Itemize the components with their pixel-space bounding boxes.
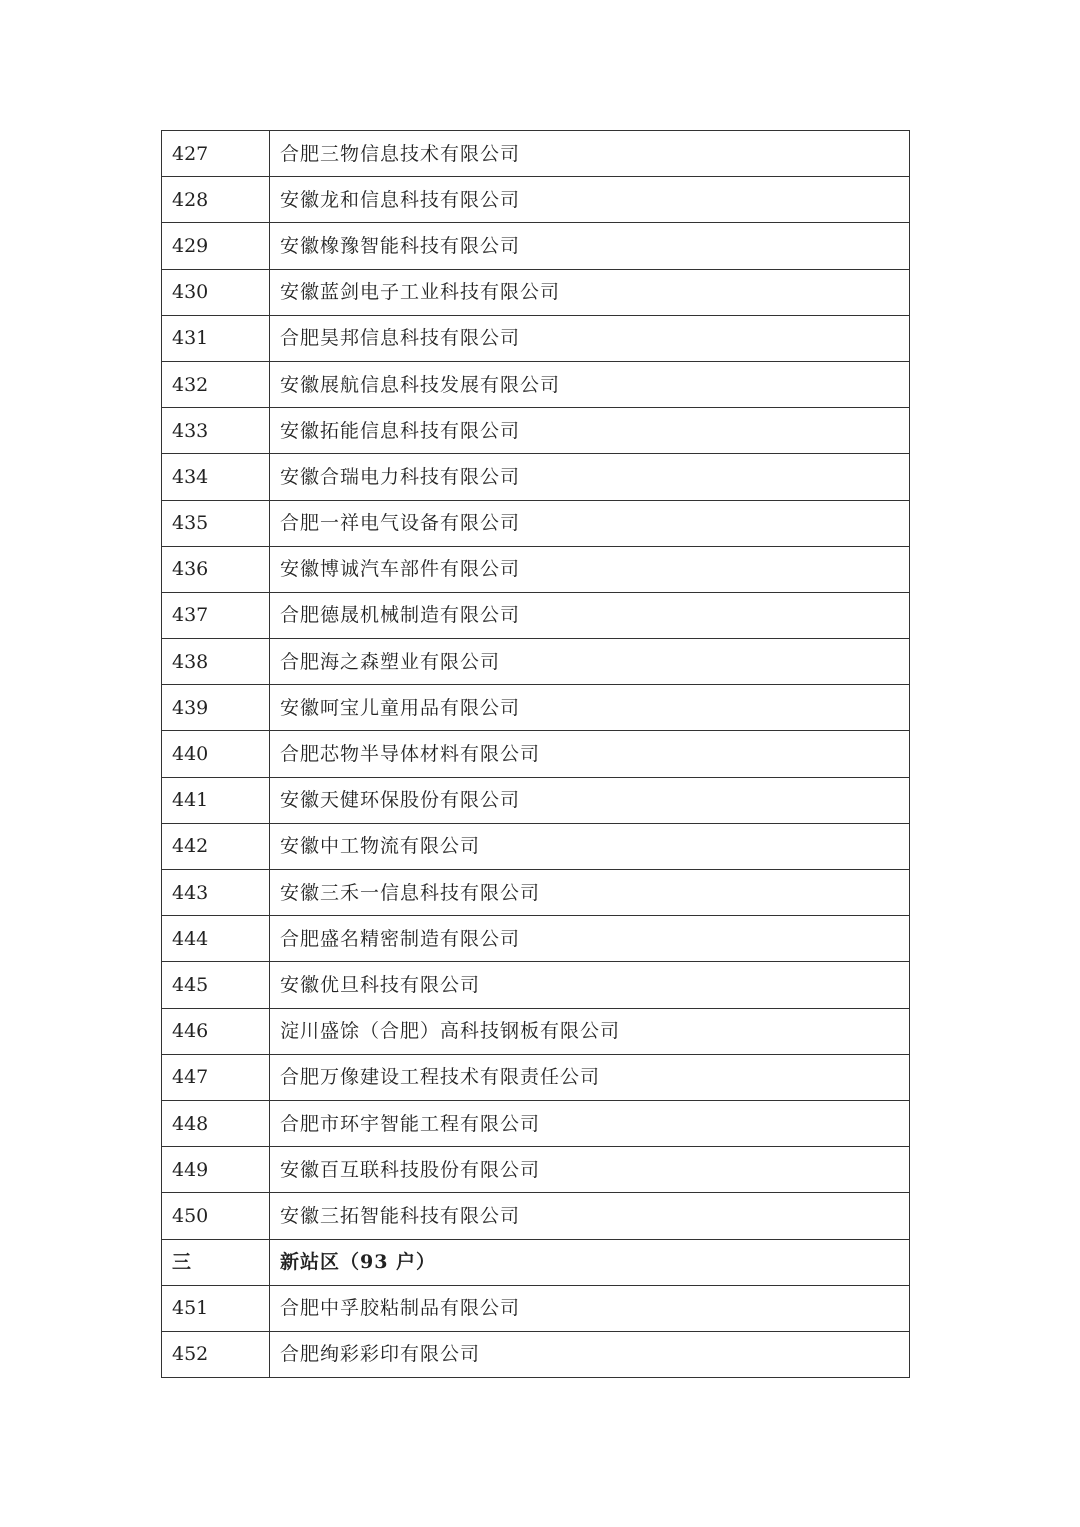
row-number: 448 [162,1100,270,1146]
table-row [162,962,910,1008]
table-row [162,223,910,269]
row-number: 450 [162,1193,270,1239]
company-name: 淀川盛馀（合肥）高科技钢板有限公司 [270,1008,910,1054]
company-name: 安徽合瑞电力科技有限公司 [270,454,910,500]
company-list-table [161,130,910,1378]
row-number: 445 [162,962,270,1008]
company-name: 安徽橡豫智能科技有限公司 [270,223,910,269]
section-number: 三 [162,1239,270,1285]
company-name: 安徽优旦科技有限公司 [270,962,910,1008]
table-row [162,131,910,177]
row-number: 429 [162,223,270,269]
company-name: 合肥德晟机械制造有限公司 [270,592,910,638]
section-title: 新站区（93 户） [270,1239,910,1285]
table-row [162,870,910,916]
company-name: 合肥绚彩彩印有限公司 [270,1331,910,1377]
table-row [162,1331,910,1377]
company-name: 安徽展航信息科技发展有限公司 [270,361,910,407]
company-name: 合肥市环宇智能工程有限公司 [270,1100,910,1146]
table-row [162,777,910,823]
company-name: 安徽拓能信息科技有限公司 [270,408,910,454]
table-row [162,1008,910,1054]
company-name: 合肥万像建设工程技术有限责任公司 [270,1054,910,1100]
company-name: 合肥海之森塑业有限公司 [270,639,910,685]
table-row [162,916,910,962]
company-name: 合肥一祥电气设备有限公司 [270,500,910,546]
company-name: 安徽博诚汽车部件有限公司 [270,546,910,592]
row-number: 431 [162,315,270,361]
company-name: 安徽三禾一信息科技有限公司 [270,870,910,916]
row-number: 441 [162,777,270,823]
table-row [162,592,910,638]
row-number: 440 [162,731,270,777]
company-name: 安徽中工物流有限公司 [270,823,910,869]
table-row [162,1285,910,1331]
table-row [162,1054,910,1100]
row-number: 436 [162,546,270,592]
row-number: 444 [162,916,270,962]
row-number: 432 [162,361,270,407]
table-row [162,315,910,361]
section-header-row [162,1239,910,1285]
row-number: 451 [162,1285,270,1331]
table-row [162,361,910,407]
table-row [162,269,910,315]
company-name: 安徽百互联科技股份有限公司 [270,1147,910,1193]
table-row [162,1193,910,1239]
row-number: 427 [162,131,270,177]
row-number: 447 [162,1054,270,1100]
row-number: 434 [162,454,270,500]
table-row [162,823,910,869]
company-name: 安徽龙和信息科技有限公司 [270,177,910,223]
table-row [162,546,910,592]
row-number: 437 [162,592,270,638]
company-name: 安徽三拓智能科技有限公司 [270,1193,910,1239]
row-number: 428 [162,177,270,223]
row-number: 433 [162,408,270,454]
row-number: 438 [162,639,270,685]
company-name: 安徽天健环保股份有限公司 [270,777,910,823]
row-number: 443 [162,870,270,916]
row-number: 449 [162,1147,270,1193]
table-row [162,685,910,731]
company-name: 合肥昊邦信息科技有限公司 [270,315,910,361]
table-row [162,1100,910,1146]
table-row [162,500,910,546]
table-row [162,177,910,223]
company-name: 合肥中孚胶粘制品有限公司 [270,1285,910,1331]
table-row [162,731,910,777]
company-name: 合肥芯物半导体材料有限公司 [270,731,910,777]
company-name: 安徽呵宝儿童用品有限公司 [270,685,910,731]
company-name: 安徽蓝剑电子工业科技有限公司 [270,269,910,315]
row-number: 452 [162,1331,270,1377]
row-number: 439 [162,685,270,731]
row-number: 446 [162,1008,270,1054]
company-name: 合肥盛名精密制造有限公司 [270,916,910,962]
table-row [162,639,910,685]
row-number: 435 [162,500,270,546]
table-row [162,408,910,454]
row-number: 442 [162,823,270,869]
company-name: 合肥三物信息技术有限公司 [270,131,910,177]
table-row [162,1147,910,1193]
table-row [162,454,910,500]
row-number: 430 [162,269,270,315]
